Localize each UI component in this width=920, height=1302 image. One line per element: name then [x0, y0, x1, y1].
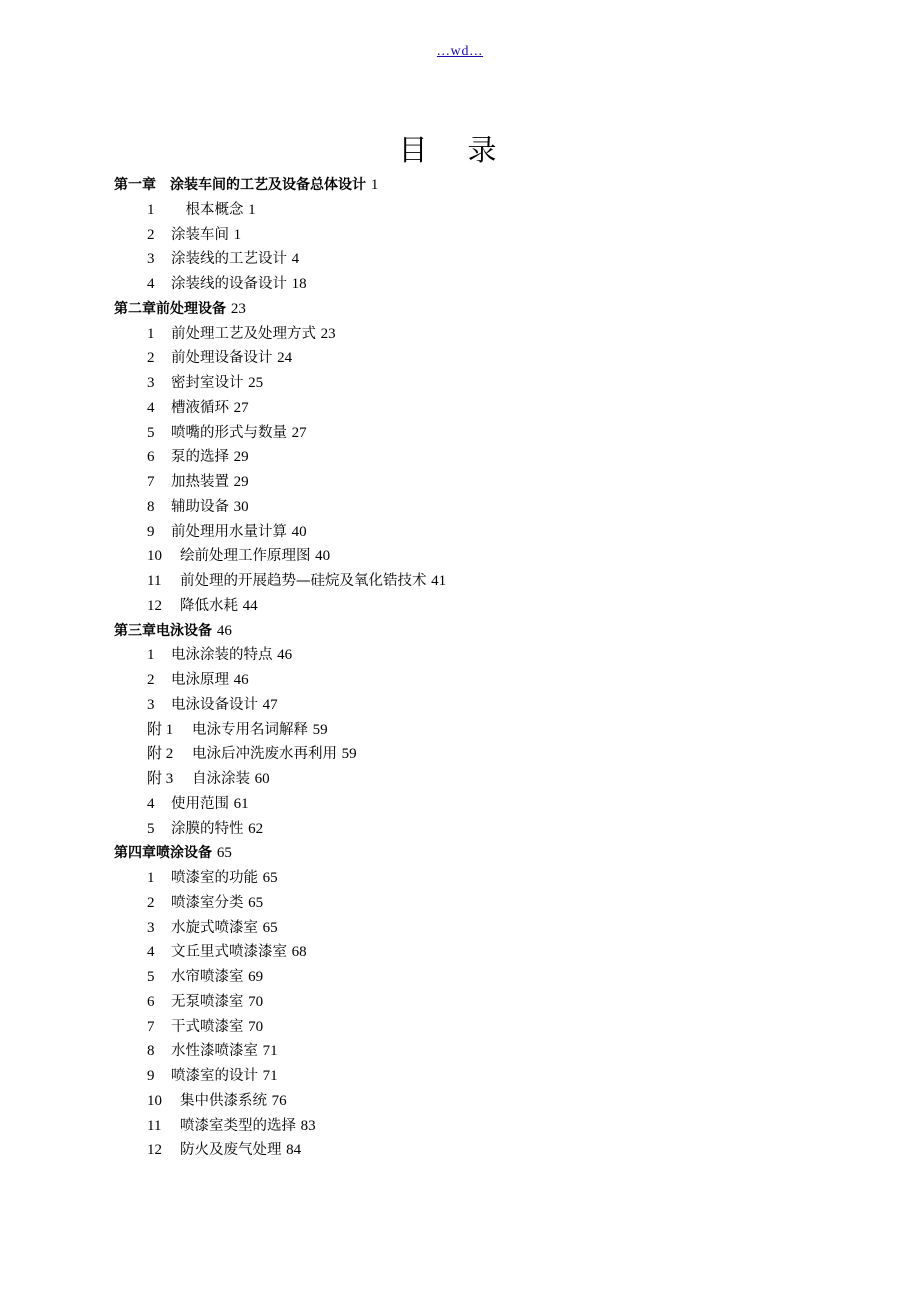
toc-chapter[interactable] [0, 841, 920, 866]
toc-page-number: 1 [248, 201, 256, 218]
toc-section[interactable] [0, 1114, 920, 1139]
toc-page-number: 30 [233, 498, 249, 515]
toc-section-title: 防火及废气处理 [180, 1142, 282, 1159]
toc-page-number: 24 [277, 350, 293, 367]
toc-section-number: 4 [147, 795, 155, 812]
toc-section-title: 绘前处理工作原理图 [180, 548, 311, 565]
toc-section[interactable] [0, 396, 920, 421]
toc-section[interactable] [0, 247, 920, 272]
toc-section[interactable] [0, 1015, 920, 1040]
toc-section[interactable] [0, 544, 920, 569]
toc-page-number: 25 [248, 375, 264, 391]
toc-page-number: 71 [262, 1068, 278, 1084]
toc-section[interactable] [0, 272, 920, 297]
toc-section-title: 喷嘴的形式与数量 [171, 424, 287, 441]
toc-section-title: 辅助设备 [171, 498, 229, 515]
toc-chapter-title: 第四章喷涂设备 [114, 845, 212, 862]
toc-section-number: 3 [147, 251, 155, 268]
toc-page-number: 62 [248, 820, 264, 837]
toc-section[interactable] [0, 223, 920, 248]
toc-section[interactable] [0, 1039, 920, 1064]
toc-section-title: 降低水耗 [180, 597, 238, 614]
toc-section[interactable] [0, 520, 920, 545]
toc-section[interactable] [0, 371, 920, 396]
toc-section-number: 12 [147, 597, 162, 614]
toc-section-number: 8 [147, 498, 155, 515]
toc-section[interactable] [0, 1089, 920, 1114]
toc-section[interactable] [0, 445, 920, 470]
toc-section-number: 3 [147, 375, 155, 391]
toc-appendix-item[interactable] [0, 767, 920, 792]
toc-section-title: 水旋式喷漆室 [171, 919, 258, 936]
toc-section-number: 5 [147, 820, 155, 837]
toc-section-title: 电泳涂装的特点 [171, 647, 273, 664]
toc-section-number: 附 3 [147, 771, 174, 787]
toc-section-number: 11 [147, 1117, 162, 1134]
toc-page-number: 1 [370, 177, 379, 193]
toc-chapter[interactable] [0, 619, 920, 644]
toc-page-number: 23 [230, 300, 246, 317]
toc-section-number: 1 [147, 647, 155, 664]
toc-section-title: 电泳后冲洗废水再利用 [192, 746, 337, 763]
toc-section[interactable] [0, 866, 920, 891]
toc-page-number: 47 [262, 696, 278, 713]
toc-page-number: 4 [291, 251, 300, 268]
toc-page-number: 71 [262, 1043, 278, 1060]
toc-section-number: 3 [147, 696, 155, 713]
toc-section[interactable] [0, 421, 920, 446]
toc-section-number: 11 [147, 573, 162, 589]
toc-section[interactable] [0, 1064, 920, 1089]
toc-section-number: 2 [147, 672, 155, 688]
toc-chapter-title: 第二章前处理设备 [114, 300, 226, 317]
toc-section[interactable] [0, 891, 920, 916]
toc-page-number: 18 [291, 276, 307, 292]
toc-section-title: 文丘里式喷漆漆室 [171, 944, 287, 961]
toc-section[interactable] [0, 940, 920, 965]
toc-section-number: 2 [147, 350, 155, 367]
toc-page-number: 70 [248, 1018, 264, 1035]
toc-section[interactable] [0, 198, 920, 223]
toc-section-title: 电泳设备设计 [171, 696, 258, 713]
toc-section-title: 涂膜的特性 [171, 820, 244, 837]
toc-section[interactable] [0, 990, 920, 1015]
toc-chapter[interactable] [0, 297, 920, 322]
toc-section[interactable] [0, 668, 920, 693]
toc-page-number: 69 [248, 969, 264, 985]
toc-section-number: 附 1 [147, 721, 174, 738]
toc-section-title: 电泳原理 [171, 672, 229, 688]
toc-page-number: 59 [341, 746, 357, 763]
toc-page-number: 65 [216, 845, 232, 862]
header-link[interactable]: ...wd... [436, 44, 484, 59]
toc-page-number: 60 [254, 771, 270, 787]
toc-section-title: 涂装线的设备设计 [171, 276, 287, 292]
toc-page-number: 23 [320, 325, 336, 342]
toc-page-number: 27 [233, 399, 249, 416]
toc-section[interactable] [0, 643, 920, 668]
toc-page-number: 59 [312, 721, 328, 738]
toc-section[interactable] [0, 1138, 920, 1163]
toc-section[interactable] [0, 916, 920, 941]
toc-page-number: 65 [248, 894, 264, 911]
toc-section-number: 4 [147, 944, 155, 961]
toc-section-number: 1 [147, 870, 155, 886]
toc-section-number: 附 2 [147, 746, 174, 763]
toc-page-number: 29 [233, 474, 249, 490]
toc-section-number: 6 [147, 993, 155, 1010]
toc-section-title: 密封室设计 [171, 375, 244, 391]
toc-section-number: 7 [147, 474, 155, 490]
toc-section[interactable] [0, 470, 920, 495]
toc-page-number: 27 [291, 424, 307, 441]
toc-page-number: 83 [300, 1117, 316, 1134]
toc-section-title: 前处理工艺及处理方式 [171, 325, 316, 342]
toc-section-number: 7 [147, 1018, 155, 1035]
toc-page-number: 61 [233, 795, 249, 812]
toc-section-title: 自泳涂装 [192, 771, 250, 787]
toc-section-title: 喷漆室分类 [171, 894, 244, 911]
toc-section-title: 电泳专用名词解释 [192, 721, 308, 738]
toc-page-number: 46 [277, 647, 293, 664]
toc-chapter[interactable] [0, 173, 920, 198]
page-title: 目录 [398, 133, 537, 167]
toc-section-title: 喷漆室类型的选择 [180, 1117, 296, 1134]
toc-section-title: 水性漆喷漆室 [171, 1043, 258, 1060]
toc-appendix-item[interactable] [0, 742, 920, 767]
toc-section-number: 10 [147, 548, 162, 565]
toc-page-number: 76 [271, 1092, 287, 1109]
toc-section-title: 涂装车间 [171, 226, 229, 243]
toc-section-title: 前处理设备设计 [171, 350, 273, 367]
toc-section-number: 10 [147, 1092, 162, 1109]
toc-page-number: 46 [233, 672, 249, 688]
toc-section-title: 使用范围 [171, 795, 229, 812]
toc-section[interactable] [0, 495, 920, 520]
toc-section-number: 3 [147, 919, 155, 936]
toc-section[interactable] [0, 346, 920, 371]
toc-section[interactable] [0, 693, 920, 718]
toc-section-title: 槽液循环 [171, 399, 229, 416]
toc-section-title: 加热装置 [171, 474, 229, 490]
toc-page-number: 65 [262, 870, 278, 886]
toc-section-number: 2 [147, 894, 155, 911]
toc-section-number: 6 [147, 449, 155, 466]
toc-section-title: 无泵喷漆室 [171, 993, 244, 1010]
toc-section-title: 涂装线的工艺设计 [171, 251, 287, 268]
toc-section[interactable] [0, 594, 920, 619]
toc-page-number: 44 [242, 597, 258, 614]
toc-section-title: 水帘喷漆室 [171, 969, 244, 985]
toc-page-number: 29 [233, 449, 249, 466]
toc-section-title: 根本概念 [171, 201, 244, 218]
toc-page-number: 41 [431, 573, 447, 589]
toc-page-number: 1 [233, 226, 242, 243]
toc-section-number: 9 [147, 1068, 155, 1084]
toc-section-number: 8 [147, 1043, 155, 1060]
toc-section[interactable] [0, 817, 920, 842]
toc-page-number: 65 [262, 919, 278, 936]
toc-section[interactable] [0, 322, 920, 347]
toc-section-title: 干式喷漆室 [171, 1018, 244, 1035]
toc-section-number: 4 [147, 276, 155, 292]
toc-page-number: 84 [286, 1142, 302, 1159]
toc-section-number: 2 [147, 226, 155, 243]
table-of-contents [0, 173, 920, 1163]
toc-section-title: 集中供漆系统 [180, 1092, 267, 1109]
toc-section-number: 5 [147, 969, 155, 985]
toc-section-number: 1 [147, 325, 155, 342]
toc-section-title: 喷漆室的设计 [171, 1068, 258, 1084]
toc-section-title: 泵的选择 [171, 449, 229, 466]
toc-section[interactable] [0, 965, 920, 990]
toc-appendix-item[interactable] [0, 718, 920, 743]
toc-section[interactable] [0, 792, 920, 817]
toc-section-number: 5 [147, 424, 155, 441]
toc-section-number: 9 [147, 523, 155, 540]
toc-section-title: 喷漆室的功能 [171, 870, 258, 886]
toc-page-number: 40 [315, 548, 331, 565]
toc-page-number: 70 [248, 993, 264, 1010]
toc-page-number: 46 [216, 622, 232, 639]
toc-chapter-title: 第一章 涂装车间的工艺及设备总体设计 [114, 177, 366, 193]
toc-section-title: 前处理用水量计算 [171, 523, 287, 540]
toc-section-number: 1 [147, 201, 155, 218]
toc-chapter-title: 第三章电泳设备 [114, 622, 212, 639]
toc-section-number: 12 [147, 1142, 162, 1159]
toc-section[interactable] [0, 569, 920, 594]
toc-page-number: 68 [291, 944, 307, 961]
toc-page-number: 40 [291, 523, 307, 540]
toc-section-number: 4 [147, 399, 155, 416]
toc-section-title: 前处理的开展趋势—硅烷及氧化锆技术 [180, 573, 427, 589]
